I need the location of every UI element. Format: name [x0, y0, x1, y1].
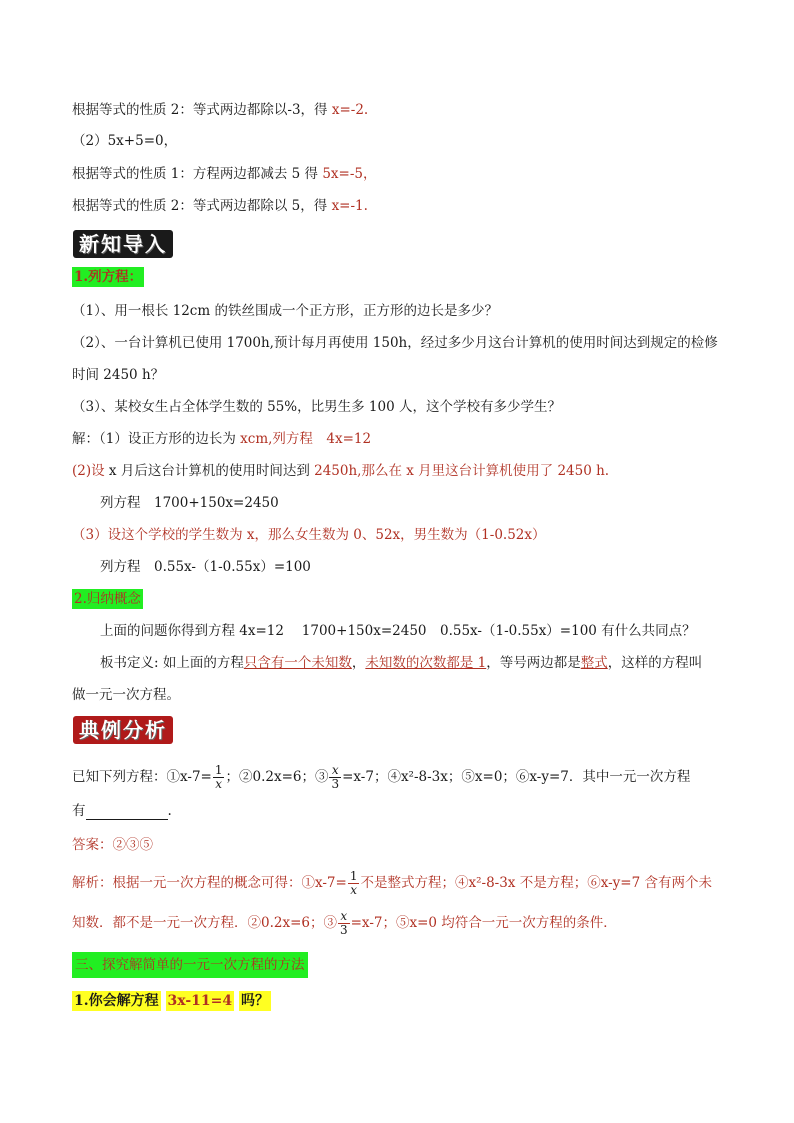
concept-question: 上面的问题你得到方程 4x=12 1700+150x=2450 0.55x-（1-0.55x）=100 有什么共同点？ — [100, 623, 696, 639]
denominator: 3 — [339, 923, 348, 937]
analysis-line-2 — [72, 910, 617, 937]
numerator: x — [338, 910, 350, 924]
question-solve — [72, 992, 271, 1010]
numerator: 1 — [349, 869, 358, 883]
heading-text: 1.列方程： — [74, 269, 143, 285]
denominator: 3 — [331, 777, 340, 791]
fraction-x-over-3 — [329, 764, 341, 791]
fraction-1-over-x — [213, 764, 225, 791]
line-property2-a — [72, 101, 368, 119]
definition-line-2: 做一元一次方程。 — [72, 687, 180, 703]
text: 吗？ — [240, 993, 269, 1009]
answer: xcm,列方程 4x=12 — [240, 431, 372, 447]
key-term: 只含有一个未知数 — [243, 655, 352, 671]
result: x=-2. — [331, 102, 369, 118]
text: 有 — [72, 803, 86, 819]
text: (2)设 — [72, 463, 109, 479]
fraction-1-over-x — [348, 870, 360, 897]
question-2b: 时间 2450 h？ — [72, 367, 165, 383]
question-1: （1）、用一根长 12cm 的铁丝围成一个正方形，正方形的边长是多少？ — [72, 303, 498, 319]
example-line-2 — [72, 802, 172, 820]
text: 知数．都不是一元一次方程．②0.2x=6；③ — [72, 915, 337, 931]
key-term: 整式 — [580, 655, 608, 671]
text: ，等号两边都是 — [486, 655, 581, 671]
text: 板书定义: 如上面的方程 — [100, 655, 244, 671]
text: 根据等式的性质 1：方程两边都减去 5 得 — [72, 166, 323, 182]
text: ， — [351, 655, 366, 671]
fraction-x-over-3 — [338, 910, 350, 937]
text: 不是整式方程；④x²-8-3x 不是方程；⑥x-y=7 含有两个未 — [360, 875, 712, 891]
line-equation-2: （2）5x+5=0， — [72, 133, 178, 149]
text: 已知下列方程：①x-7= — [72, 769, 212, 785]
heading-list-equation — [72, 268, 144, 286]
text: 2450h,那么在 x 月里这台计算机使用了 — [314, 463, 558, 479]
text: 根据等式的性质 2：等式两边都除以-3，得 — [72, 102, 332, 118]
text: 2450 h. — [557, 463, 610, 479]
question-3: （3）、某校女生占全体学生数的 55%，比男生多 100 人，这个学校有多少学生？ — [72, 399, 561, 415]
solution-2-equation: 列方程 1700+150x=2450 — [100, 495, 279, 511]
solution-3: （3）设这个学校的学生数为 x，那么女生数为 0、52x，男生数为（1-0.52x） — [72, 527, 546, 543]
answer-line: 答案：②③⑤ — [72, 837, 153, 853]
line-property1 — [72, 165, 377, 183]
example-line-1 — [72, 764, 690, 791]
text: . — [167, 803, 172, 819]
text: ；②0.2x=6；③ — [225, 769, 329, 785]
key-term: 未知数的次数都是 1 — [365, 655, 487, 671]
text: =x-7；④x²-8-3x；⑤x=0；⑥x-y=7．其中一元一次方程 — [342, 769, 691, 785]
text: ，这样的方程叫 — [607, 655, 703, 671]
section-banner-xinzhi: 新知导入 — [73, 230, 173, 258]
text: 1.你会解方程 — [74, 993, 159, 1009]
result: x=-1. — [331, 198, 368, 214]
equation: 3x-11=4 — [167, 993, 233, 1009]
heading-concept — [72, 590, 143, 608]
solution-2 — [72, 462, 609, 480]
question-2a: （2）、一台计算机已使用 1700h,预计每月再使用 150h，经过多少月这台计算机的使用时间达到规定的检修 — [72, 335, 718, 351]
result: 5x=-5， — [322, 166, 377, 182]
heading-explore — [72, 956, 308, 974]
denominator: x — [350, 883, 358, 897]
text: x 月后这台计算机的使用时间达到 — [108, 463, 315, 479]
solution-3-equation: 列方程 0.55x-（1-0.55x）=100 — [100, 559, 311, 575]
text: 根据等式的性质 2：等式两边都除以 5，得 — [72, 198, 332, 214]
heading-text: 三、探究解简单的一元一次方程的方法 — [72, 952, 308, 978]
numerator: x — [329, 764, 341, 778]
analysis-line-1 — [72, 870, 712, 897]
solution-1 — [72, 430, 371, 448]
numerator: 1 — [214, 763, 223, 777]
heading-text: 2.归纳概念 — [74, 591, 141, 607]
line-property2-b — [72, 197, 368, 215]
text: 解析：根据一元一次方程的概念可得：①x-7= — [72, 875, 347, 891]
text: =x-7；⑤x=0 均符合一元一次方程的条件． — [350, 915, 617, 931]
section-banner-dianli: 典例分析 — [73, 716, 173, 744]
answer-blank[interactable] — [86, 805, 168, 820]
denominator: x — [215, 777, 223, 791]
definition-line-1 — [100, 654, 702, 672]
text: 解：（1）设正方形的边长为 — [72, 431, 241, 447]
